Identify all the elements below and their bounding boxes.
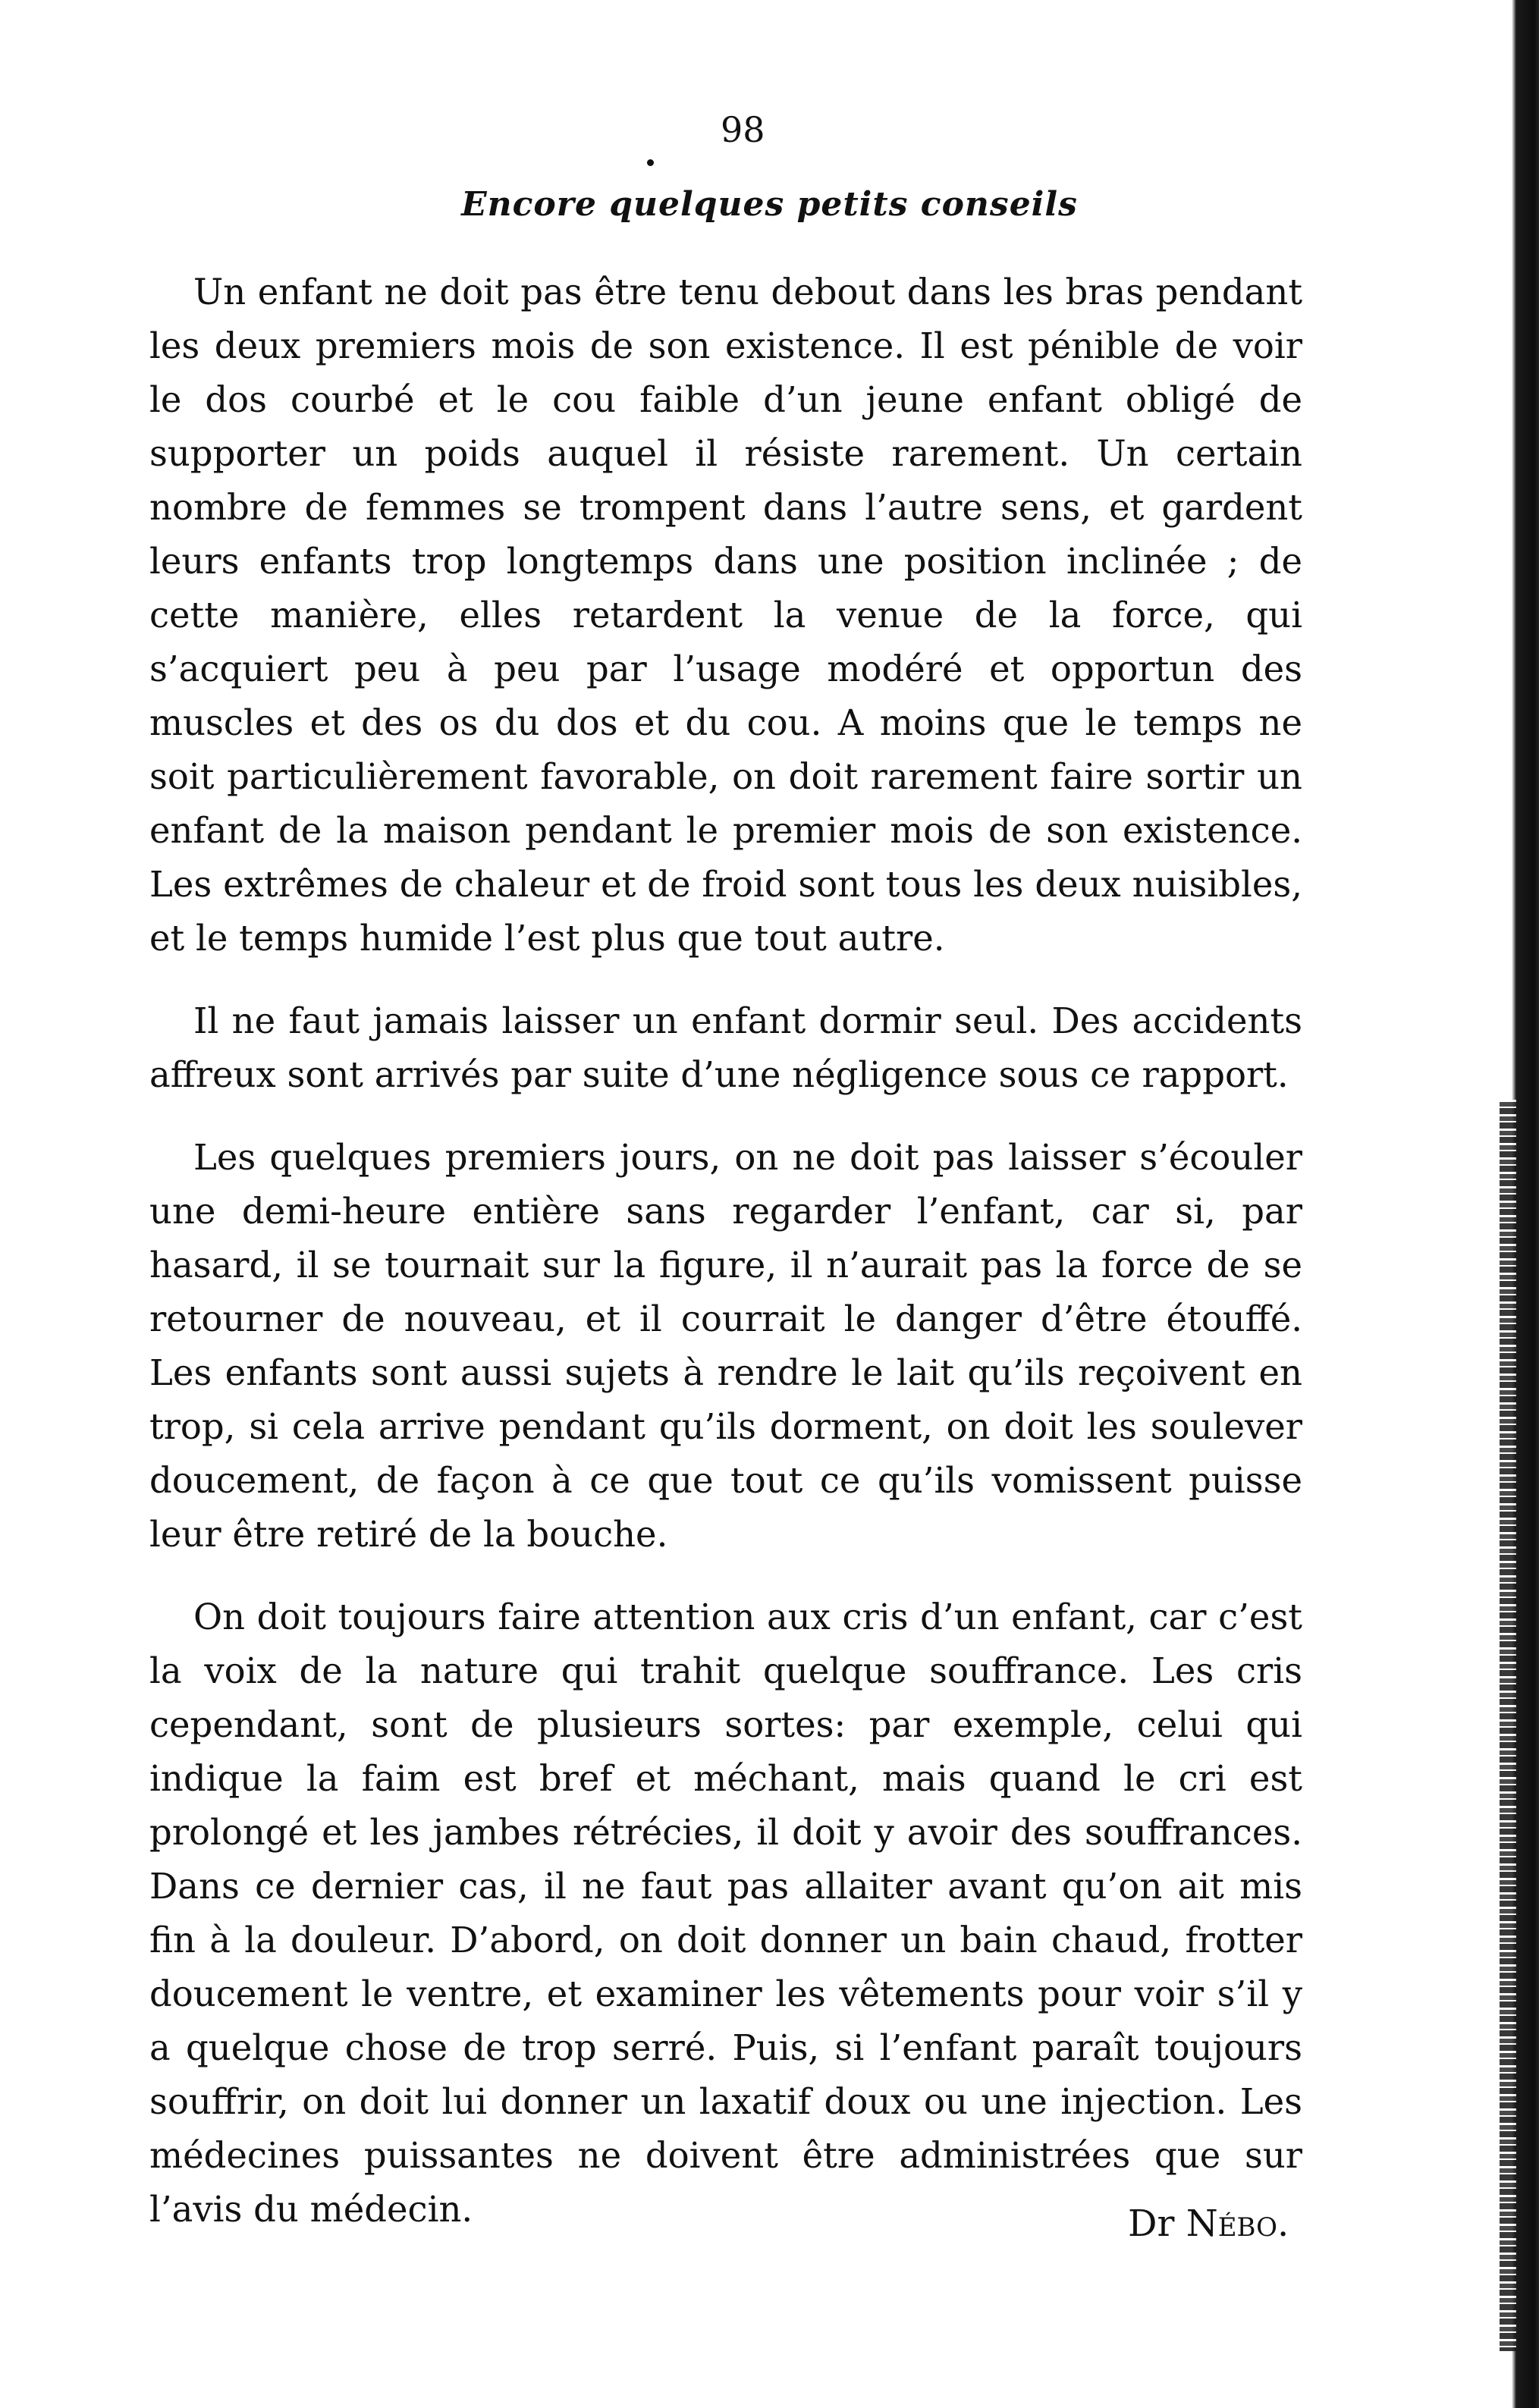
body-text — [149, 265, 1302, 2265]
chapter-title: Encore quelques petits conseils — [461, 185, 1078, 224]
page-number: 98 — [721, 109, 765, 150]
binding-shadow — [1500, 1100, 1516, 2351]
author-signature — [1128, 2202, 1289, 2245]
signature-prefix: Dr — [1128, 2202, 1175, 2245]
print-speck — [647, 159, 654, 166]
paragraph: Il ne faut jamais laisser un enfant dormir seul. Des accidents affreux sont arrivés par suite d’une négligence sous ce rapport. — [149, 1000, 1302, 1095]
paragraph: On doit toujours faire attention aux cris d’un enfant, car c’est la voix de la nature qui trahit quelque souffrance. Les cris cependant, sont de plusieurs sortes: par exemple, celui qui indique la faim est bref et méchant, mais quand le cri est prolongé et les jambes rétrécies, il doit y avoir des souffrances. Dans ce dernier cas, il ne faut pas allaiter avant qu’on ait mis fin à la douleur. D’abord, on doit donner un bain chaud, frotter doucement le ventre, et examiner les vêtements pour voir s’il y a quelque chose de trop serré. Puis, si l’enfant paraît toujours souffrir, on doit lui donner un laxatif doux ou une injection. Les médecines puissantes ne doivent être administrées que sur l’avis du médecin. — [149, 1596, 1302, 2230]
paragraph: Un enfant ne doit pas être tenu debout dans les bras pendant les deux premiers mois de son existence. Il est pénible de voir le dos courbé et le cou faible d’un jeune enfant obligé de supporter un poids auquel il résiste rarement. Un certain nombre de femmes se trompent dans l’autre sens, et gardent leurs enfants trop longtemps dans une position inclinée ; de cette manière, elles retardent la venue de la force, qui s’acquiert peu à peu par l’usage modéré et opportun des muscles et des os du dos et du cou. A moins que le temps ne soit particulièrement favorable, on doit rarement faire sortir un enfant de la maison pendant le premier mois de son existence. Les extrêmes de chaleur et de froid sont tous les deux nuisibles, et le temps humide l’est plus que tout autre. — [149, 272, 1302, 959]
signature-name: Nébo. — [1186, 2202, 1289, 2245]
paragraph: Les quelques premiers jours, on ne doit pas laisser s’écouler une demi-heure entière sans regarder l’enfant, car si, par hasard, il se tournait sur la figure, il n’aurait pas la force de se retourner de nouveau, et il courrait le danger d’être étouffé. Les enfants sont aussi sujets à rendre le lait qu’ils reçoivent en trop, si cela arrive pendant qu’ils dorment, on doit les soulever doucement, de façon à ce que tout ce qu’ils vomissent puisse leur être retiré de la bouche. — [149, 1137, 1302, 1555]
